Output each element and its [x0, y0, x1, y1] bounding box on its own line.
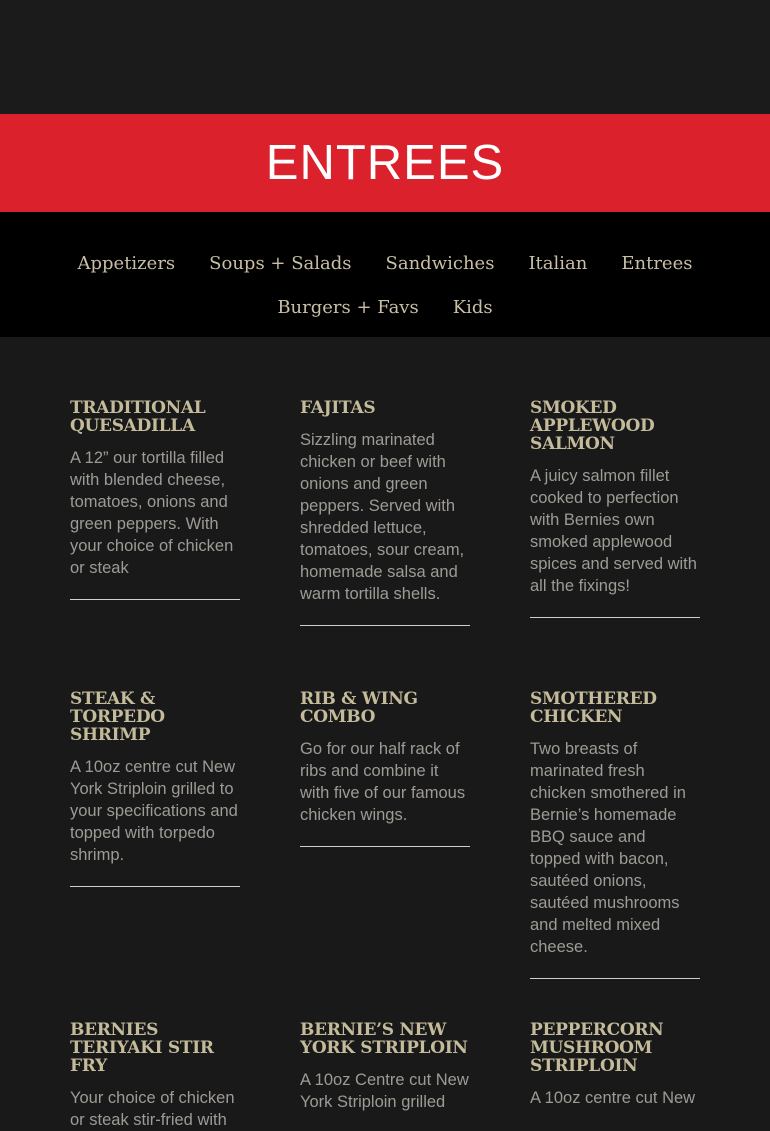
- divider: [300, 846, 470, 847]
- menu-item-name: SMOKED APPLEWOOD SALMON: [530, 398, 655, 454]
- nav-item-italian[interactable]: Italian: [528, 252, 588, 274]
- menu-item-description: A 10oz centre cut New: [530, 1089, 696, 1107]
- divider: [70, 886, 240, 887]
- menu-item-rib-wing-combo: [300, 690, 470, 847]
- menu-item-traditional-quesadilla: [70, 399, 240, 600]
- menu-item-steak-torpedo-shrimp: [70, 690, 240, 887]
- menu-item-description: A 10oz Centre cut New York Striploin grilled: [300, 1071, 469, 1111]
- menu-item-description: A juicy salmon fillet cooked to perfection with Bernies own smoked applewood spices and served with all the fixings!: [530, 467, 697, 595]
- menu-item-peppercorn-mushroom-striploin: [530, 1021, 700, 1109]
- menu-nav: [0, 212, 770, 337]
- menu-item-smoked-applewood-salmon: [530, 399, 700, 618]
- divider: [530, 617, 700, 618]
- menu-item-name: RIB & WING COMBO: [300, 689, 418, 727]
- menu-item-description: A 12” our tortilla filled with blended cheese, tomatoes, onions and green peppers. With your choice of chicken or steak: [70, 449, 234, 577]
- menu-item-description: Go for our half rack of ribs and combine it with five of our famous chicken wings.: [300, 740, 466, 824]
- menu-item-description: Your choice of chicken or steak stir-fried with: [70, 1089, 235, 1129]
- nav-item-entrees[interactable]: Entrees: [621, 252, 693, 274]
- nav-row-1: [0, 241, 770, 285]
- menu-item-new-york-striploin: [300, 1021, 470, 1113]
- menu-item-description: Sizzling marinated chicken or beef with onions and green peppers. Served with shredded lettuce, tomatoes, sour cream, homemade salsa and warm tortilla shells.: [300, 431, 465, 603]
- menu-item-name: BERNIES TERIYAKI STIR FRY: [70, 1020, 214, 1076]
- menu-item-name: FAJITAS: [300, 398, 376, 418]
- menu-item-description: A 10oz centre cut New York Striploin grilled to your specifications and topped with torpedo shrimp.: [70, 758, 238, 864]
- divider: [530, 978, 700, 979]
- header-spacer: [0, 0, 770, 114]
- nav-item-burgers-favs[interactable]: Burgers + Favs: [277, 296, 419, 318]
- divider: [70, 599, 240, 600]
- menu-item-description: Two breasts of marinated fresh chicken smothered in Bernie’s homemade BBQ sauce and topped with bacon, sautéed onions, sautéed mushrooms and melted mixed cheese.: [530, 740, 686, 956]
- menu-item-smothered-chicken: [530, 690, 700, 979]
- nav-item-kids[interactable]: Kids: [452, 296, 493, 318]
- menu-item-name: PEPPERCORN MUSHROOM STRIPLOIN: [530, 1020, 664, 1076]
- menu-item-fajitas: [300, 399, 470, 626]
- menu-item-name: SMOTHERED CHICKEN: [530, 689, 657, 727]
- menu-item-name: STEAK & TORPEDO SHRIMP: [70, 689, 165, 745]
- nav-item-sandwiches[interactable]: Sandwiches: [385, 252, 495, 274]
- nav-item-appetizers[interactable]: Appetizers: [77, 252, 176, 274]
- nav-row-2: [0, 285, 770, 329]
- menu-item-name: TRADITIONAL QUESADILLA: [70, 398, 206, 436]
- divider: [300, 625, 470, 626]
- menu-item-teriyaki-stir-fry: [70, 1021, 240, 1131]
- nav-item-soups-salads[interactable]: Soups + Salads: [209, 252, 352, 274]
- menu-item-name: BERNIE’S NEW YORK STRIPLOIN: [300, 1020, 468, 1058]
- page-banner: [0, 114, 770, 212]
- page-title: ENTREES: [265, 136, 505, 190]
